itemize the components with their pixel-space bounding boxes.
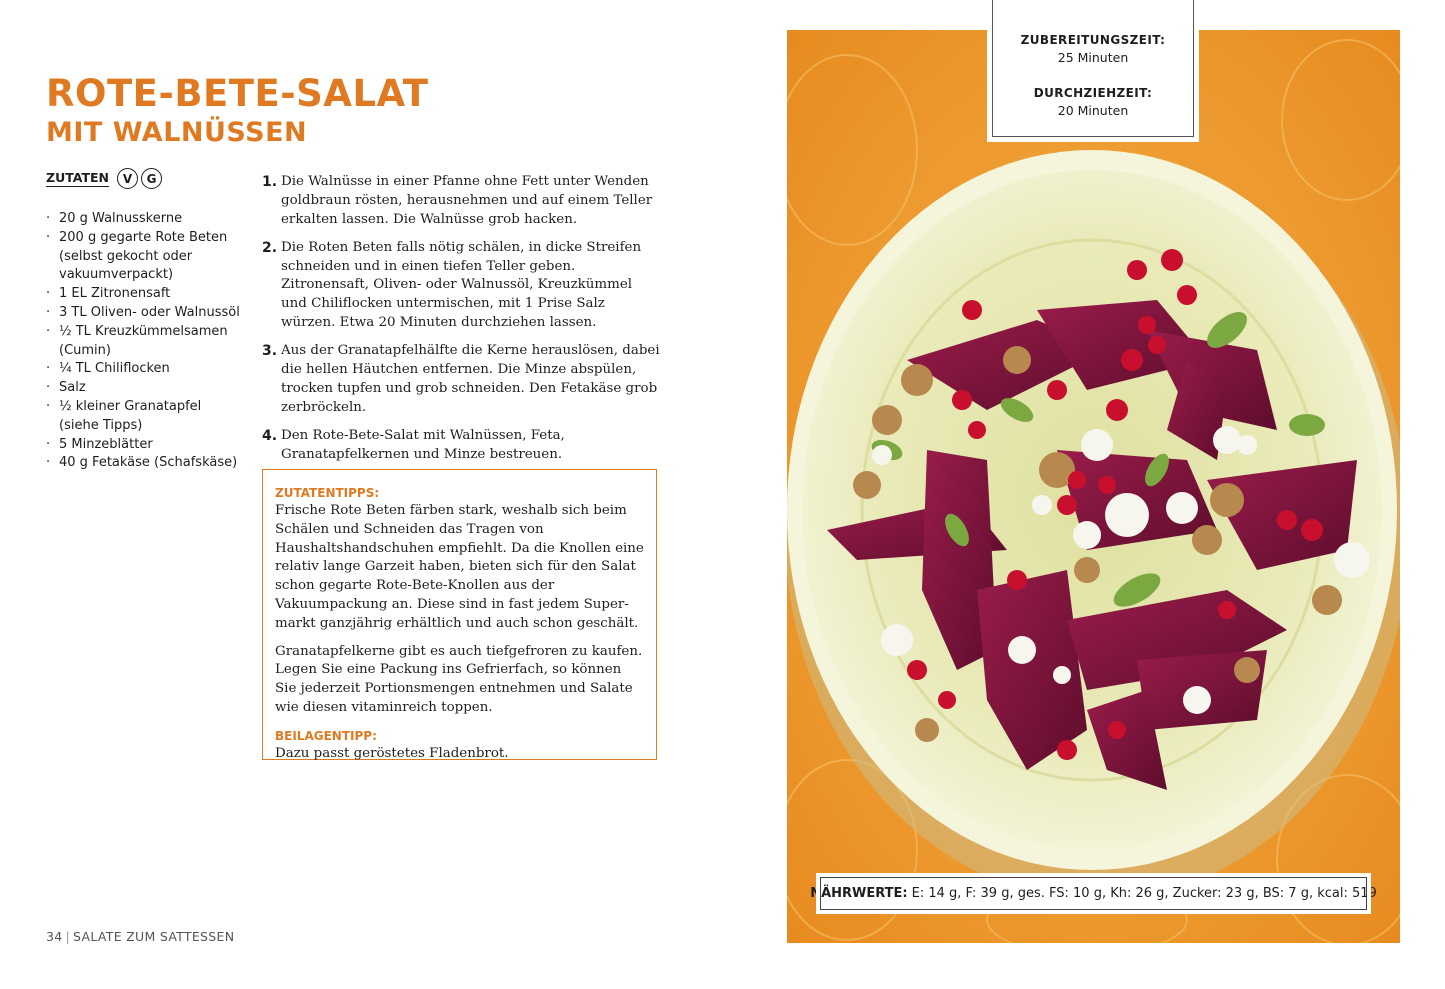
ingredients-header (46, 168, 162, 189)
tips-paragraph: Dazu passt geröstetes Fladenbrot. (275, 745, 509, 761)
prep-time-value: 25 Minuten (1057, 50, 1129, 65)
step-number: 3. (262, 343, 278, 360)
step-item (262, 239, 660, 333)
ingredient-tips-heading: ZUTATENTIPPS: (275, 486, 380, 500)
ingredient-item: · ½ kleiner Granatapfel (siehe Tipps) (46, 398, 241, 436)
preparation-steps (262, 173, 660, 474)
rest-time-label: DURCHZIEHZEIT: (1033, 86, 1153, 100)
ingredient-item: · 20 g Walnusskerne (46, 210, 241, 229)
ingredients-heading: ZUTATEN (46, 170, 110, 185)
recipe-subtitle: MIT WALNÜSSEN (46, 117, 308, 148)
nutrition-values: E: 14 g, F: 39 g, ges. FS: 10 g, Kh: 26 g, Zucker: 23 g, BS: 7 g, kcal: 519 (911, 886, 1377, 901)
tips-paragraph: Granatapfelkerne gibt es auch tiefgefroren zu kaufen. Legen Sie eine Packung ins Gefrierfach, so können Sie jederzeit Portionsmengen entnehmen und Salate wie diesen vitaminreich toppen. (275, 643, 643, 715)
ingredient-item: · 5 Minzeblätter (46, 436, 241, 455)
step-item (262, 427, 660, 465)
step-number: 4. (262, 428, 278, 445)
page-footer: 34 | SALATE ZUM SATTESSEN (46, 929, 235, 944)
step-text: Den Rote-Bete-Salat mit Walnüssen, Feta, Granatapfelkernen und Minze bestreuen. (281, 428, 565, 462)
ingredient-item: · Salz (46, 379, 241, 398)
nutrition-label: NÄHRWERTE: (810, 886, 908, 901)
tips-paragraph: Frische Rote Beten färben stark, weshalb sich beim Schälen und Schneiden das Tragen von Haushaltshandschuhen empfiehlt. Da die Knollen eine relativ lange Garzeit haben, bieten sich für den Salat schon gegarte Rote-Bete-Knollen aus der Vakuumpackung an. Diese sind in fast jedem Supermarkt ganzjährig erhältlich und auch schon geschält. (275, 503, 644, 631)
step-text: Die Walnüsse in einer Pfanne ohne Fett unter Wenden goldbraun rösten, herausnehmen und auf einem Teller erkalten lassen. Die Walnüsse grob hacken. (281, 174, 653, 227)
ingredient-item: · 40 g Fetakäse (Schafskäse) (46, 454, 241, 473)
step-text: Die Roten Beten falls nötig schälen, in dicke Streifen schneiden und in einen tiefen Teller geben. Zitronensaft, Oliven- oder Walnussöl, Kreuzkümmel und Chiliflocken untermischen, mit 1 Prise Salz würzen. Etwa 20 Minuten durchziehen lassen. (281, 239, 642, 331)
prep-time-label: ZUBEREITUNGSZEIT: (1020, 33, 1166, 47)
vegetarian-badge-icon: V (117, 168, 138, 189)
page-number: 34 (46, 929, 63, 944)
salad-photo (787, 30, 1400, 943)
ingredient-list (46, 210, 241, 473)
salad-photo-illustration (787, 30, 1400, 943)
step-text: Aus der Granatapfelhälfte die Kerne herauslösen, dabei die hellen Häutchen entfernen. Die Minze abspülen, trocken tupfen und grob schneiden. Den Fetakäse grob zerbröckeln. (281, 343, 660, 415)
step-number: 1. (262, 174, 278, 190)
rest-time-value: 20 Minuten (1057, 103, 1129, 118)
ingredient-item: · 3 TL Oliven- oder Walnussöl (46, 304, 241, 323)
step-item (262, 342, 660, 417)
step-item (262, 173, 660, 229)
nutrition-box (810, 877, 1377, 910)
ingredient-item: · ¼ TL Chiliflocken (46, 360, 241, 379)
ingredient-item: · ½ TL Kreuzkümmelsamen (Cumin) (46, 323, 241, 361)
time-info-box (992, 0, 1194, 137)
chapter-title: SALATE ZUM SATTESSEN (73, 929, 235, 944)
ingredient-item: · 1 EL Zitronensaft (46, 285, 241, 304)
recipe-title: ROTE-BETE-SALAT (46, 72, 429, 115)
tips-box (262, 469, 657, 760)
side-dish-tip-heading: BEILAGENTIPP: (275, 728, 377, 743)
ingredient-item: · 200 g gegarte Rote Beten (selbst gekocht oder vakuumverpackt) (46, 229, 241, 285)
step-number: 2. (262, 239, 278, 256)
gluten-free-badge-icon: G (141, 168, 162, 189)
